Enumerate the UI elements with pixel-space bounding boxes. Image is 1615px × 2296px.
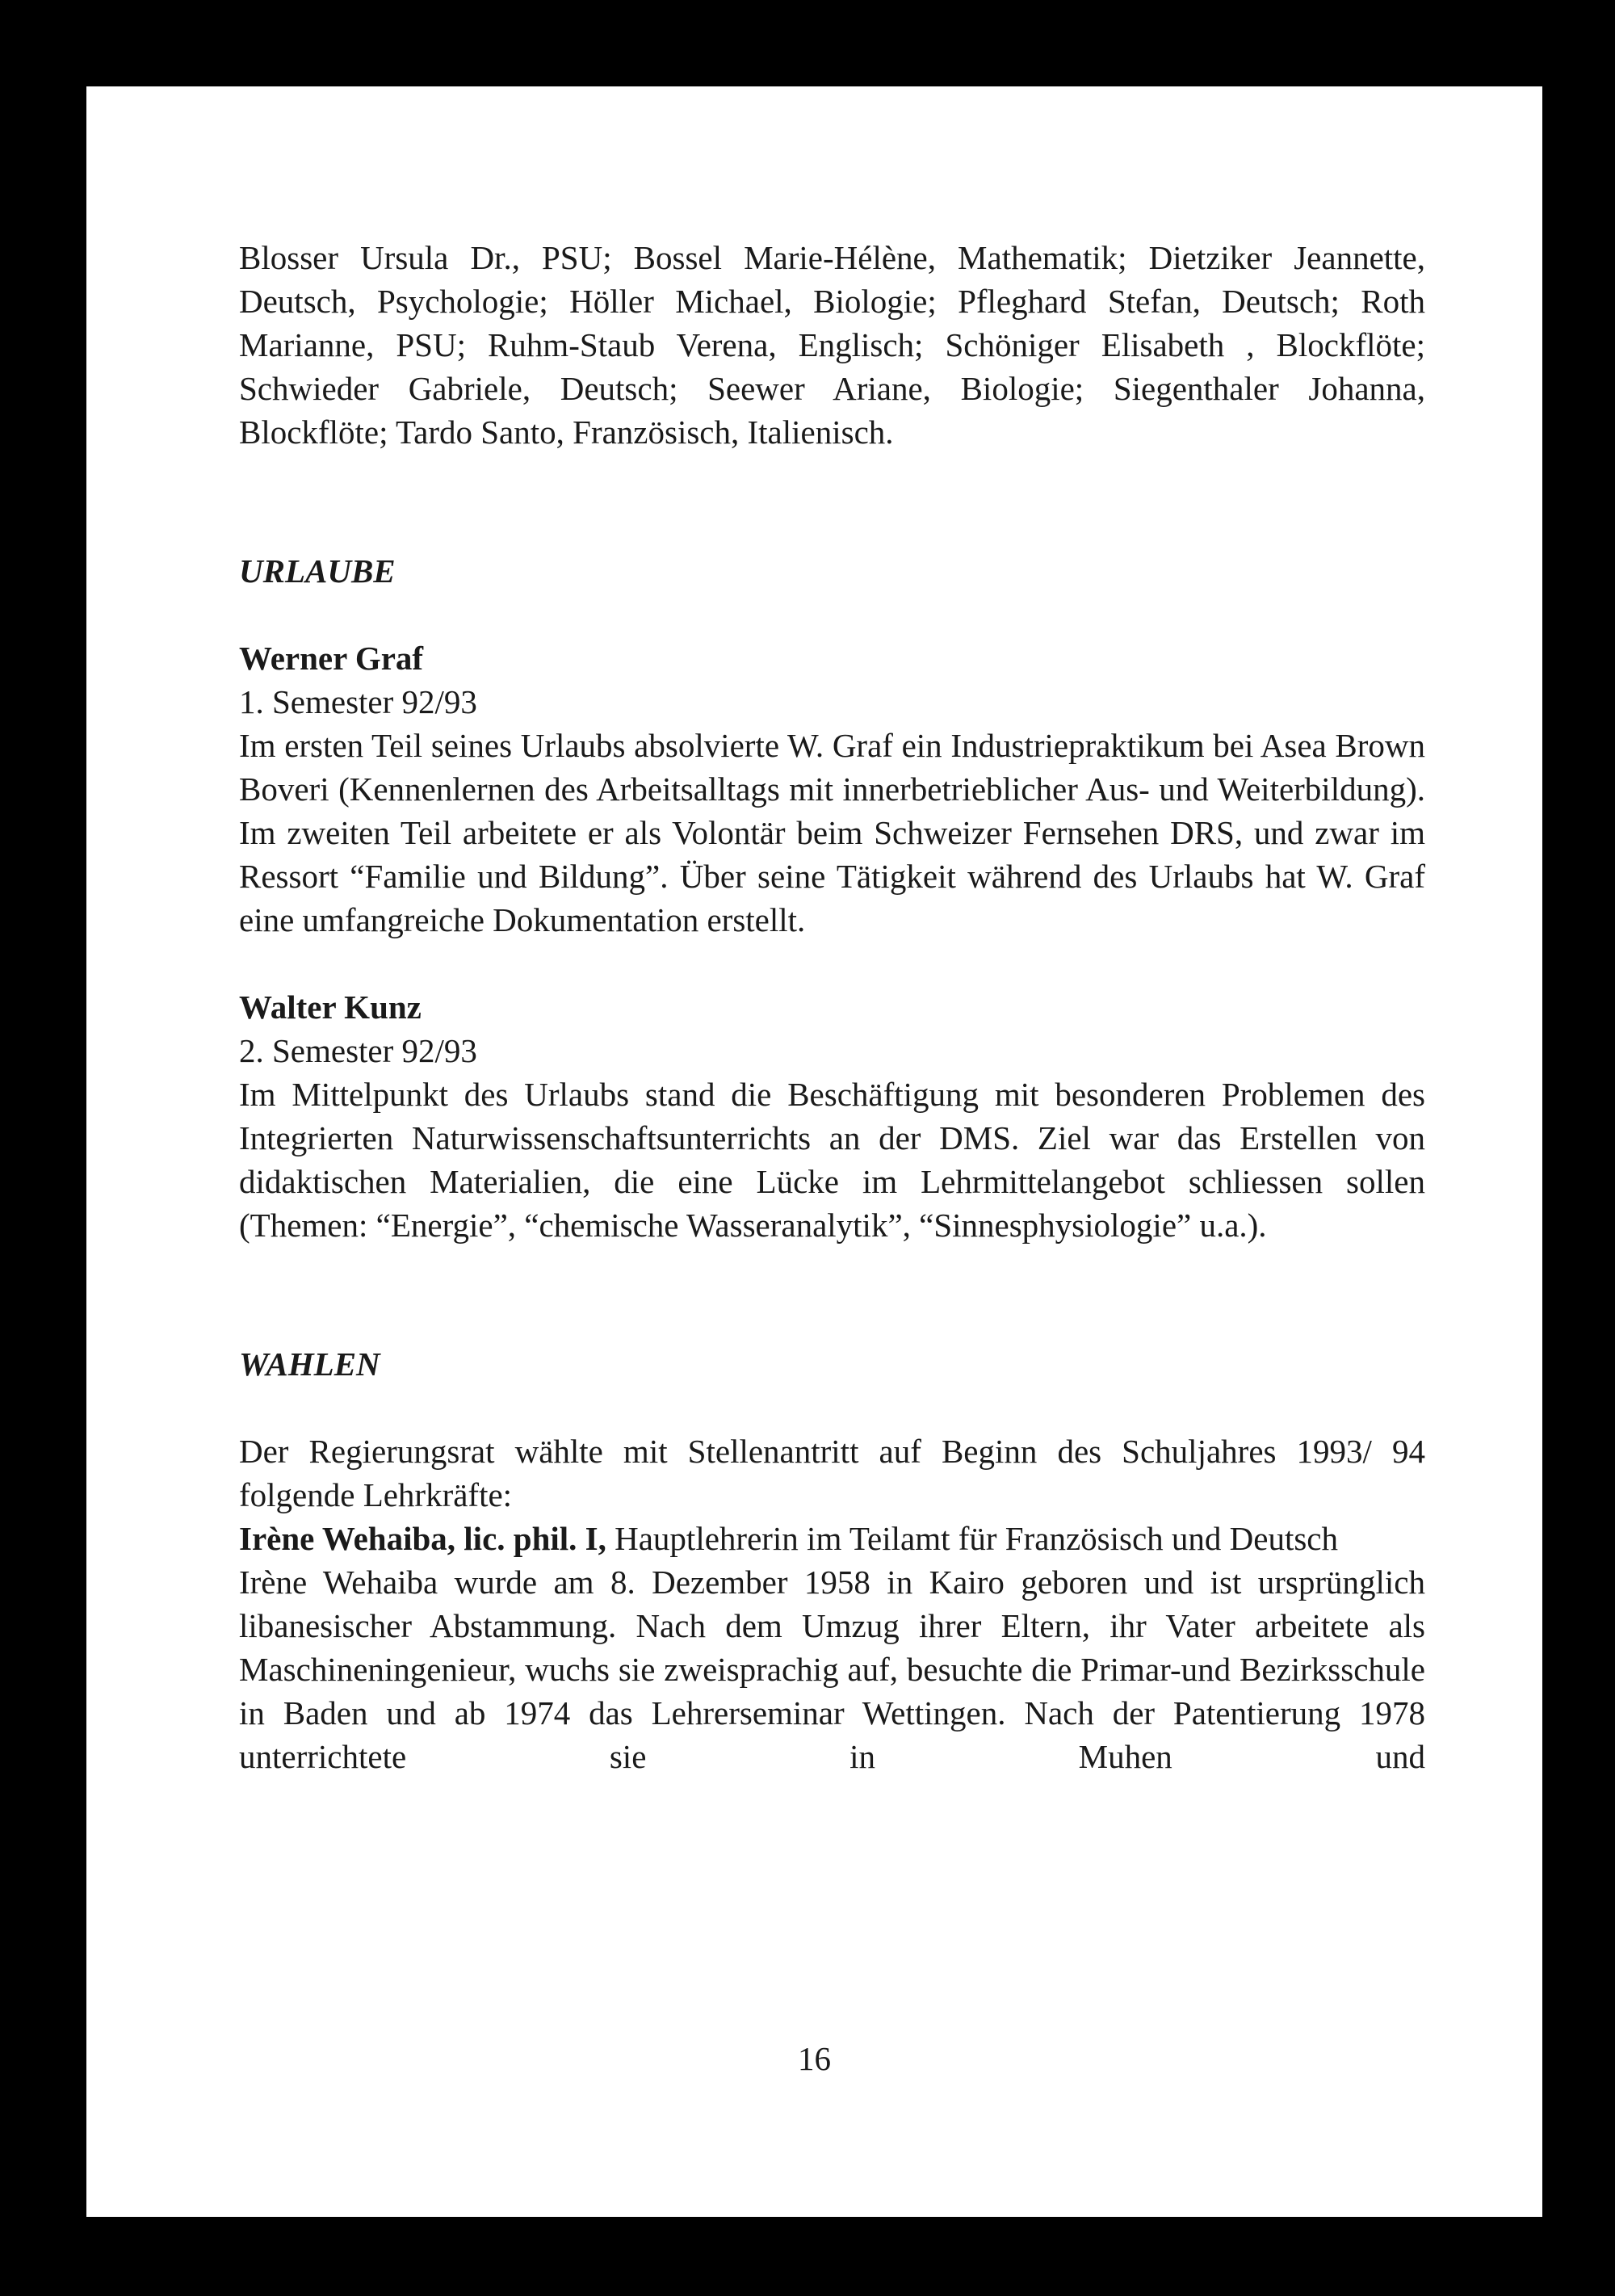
- entry-name: Walter Kunz: [239, 988, 422, 1026]
- document-page: [86, 86, 1542, 2217]
- entry-description: Im ersten Teil seines Urlaubs absolvierte W. Graf ein Industriepraktikum bei Asea Brown Boveri (Kennenlernen des Arbeitsalltags mit innerbetrieblicher Aus- und Weiterbildung). Im zweiten Teil arbeitete er als Volontär beim Schweizer Fernsehen DRS, und zwar im Ressort “Familie und Bildung”. Über seine Tätigkeit während des Urlaubs hat W. Graf eine umfangreiche Dokumentation erstellt.: [239, 727, 1425, 938]
- elected-teacher-name: Irène Wehaiba, lic. phil. I,: [239, 1520, 606, 1557]
- leave-entry-kunz: [239, 985, 1425, 1247]
- entry-semester: 1. Semester 92/93: [239, 683, 477, 720]
- page-number: 16: [798, 2040, 831, 2077]
- entry-name: Werner Graf: [239, 640, 424, 677]
- elected-teacher-role: Hauptlehrerin im Teilamt für Französisch und Deutsch: [606, 1520, 1338, 1557]
- elected-teacher-biography: Irène Wehaiba wurde am 8. Dezember 1958 in Kairo geboren und ist ursprünglich libanesischer Abstammung. Nach dem Umzug ihrer Eltern, ihr Vater arbeitete als Maschineningenieur, wuchs sie zweisprachig auf, besuchte die Primar-und Bezirksschule in Baden und ab 1974 das Lehrerseminar Wettingen. Nach der Patentierung 1978 unterrichtete sie in Muhen und: [239, 1564, 1425, 1775]
- teacher-list-paragraph: Blosser Ursula Dr., PSU; Bossel Marie-Hélène, Mathematik; Dietziker Jeannette, Deutsch, Psychologie; Höller Michael, Biologie; Pfleghard Stefan, Deutsch; Roth Marianne, PSU; Ruhm-Staub Verena, Englisch; Schöniger Elisabeth , Blockflöte; Schwieder Gabriele, Deutsch; Seewer Ariane, Biologie; Siegenthaler Johanna, Blockflöte; Tardo Santo, Französisch, Italienisch.: [239, 239, 1425, 451]
- entry-description: Im Mittelpunkt des Urlaubs stand die Beschäftigung mit besonderen Problemen des Integrierten Naturwissenschaftsunterrichts an der DMS. Ziel war das Erstellen von didaktischen Materialien, die eine Lücke im Lehrmittelangebot schliessen sollen (Themen: “Energie”, “chemische Wasseranalytik”, “Sinnesphysiologie” u.a.).: [239, 1076, 1425, 1244]
- section-heading-urlaube: URLAUBE: [239, 552, 396, 590]
- elected-teacher-line: [239, 1517, 1425, 1560]
- elections-intro: Der Regierungsrat wählte mit Stellenantritt auf Beginn des Schuljahres 1993/ 94 folgende Lehrkräfte:: [239, 1433, 1425, 1513]
- entry-semester: 2. Semester 92/93: [239, 1032, 477, 1069]
- leave-entry-graf: [239, 636, 1425, 942]
- section-heading-wahlen: WAHLEN: [239, 1345, 380, 1383]
- elections-block: [239, 1429, 1425, 1778]
- page-content: [239, 236, 1425, 1778]
